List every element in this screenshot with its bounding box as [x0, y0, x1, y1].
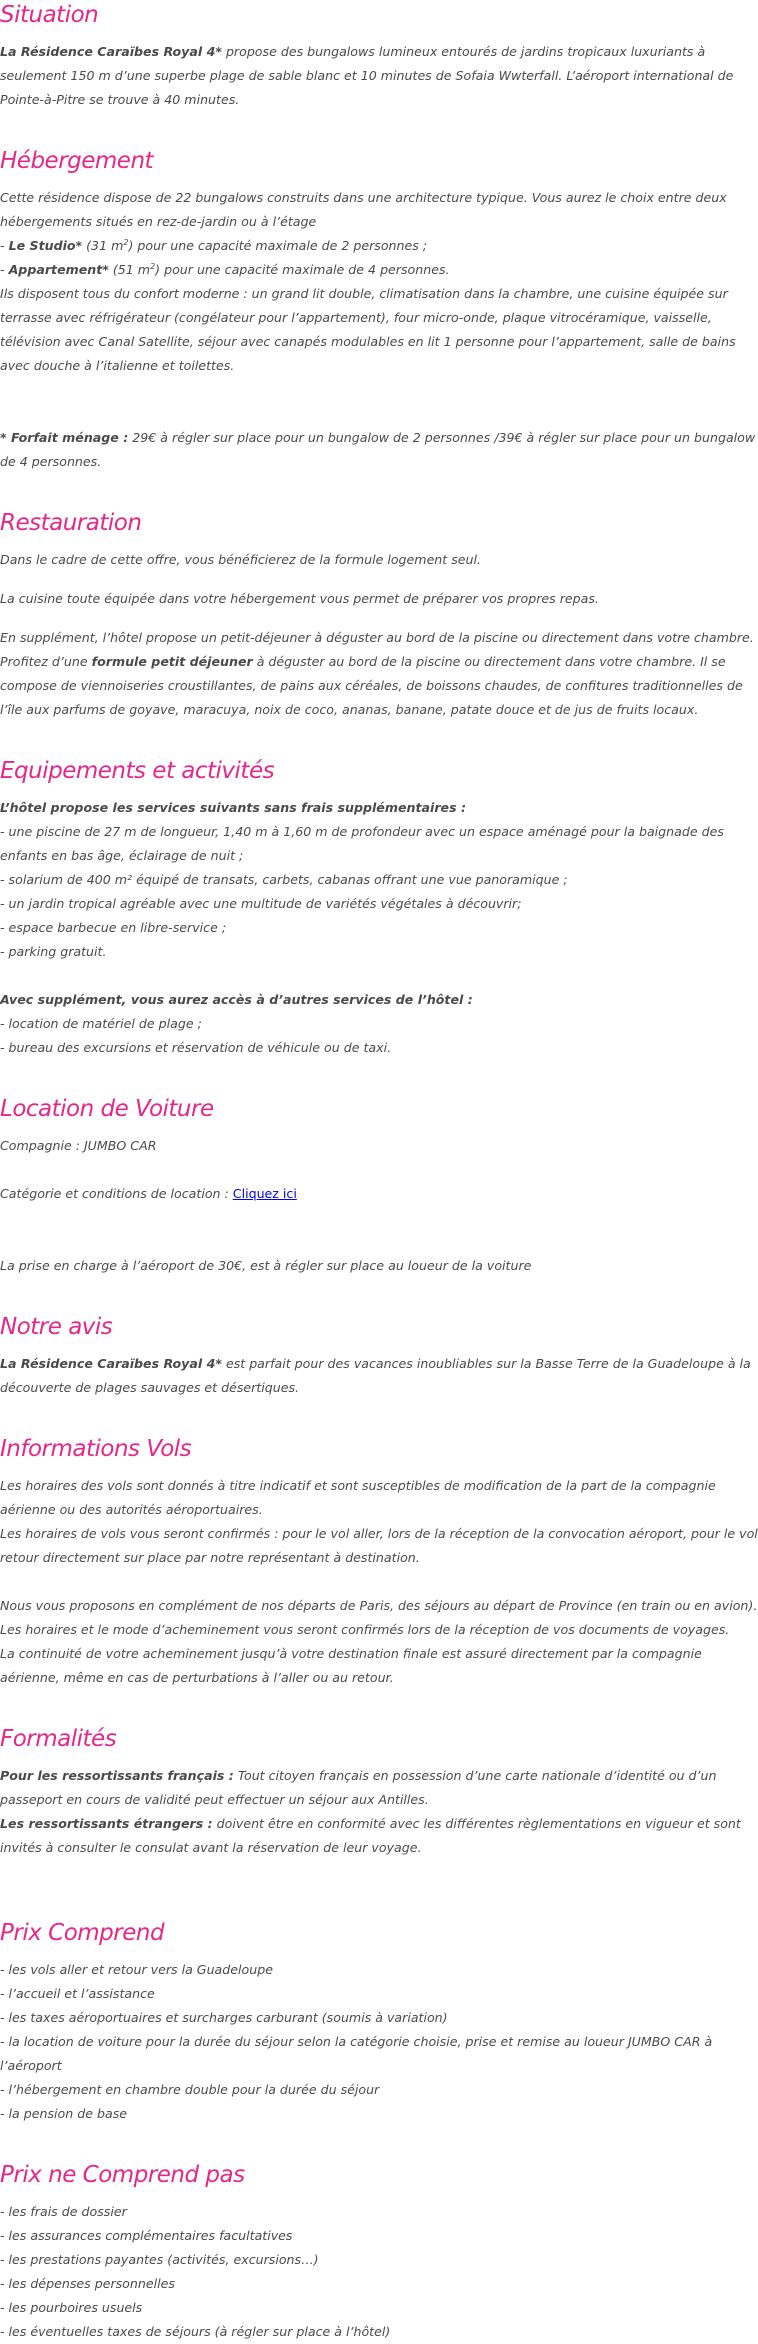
paid-heading: Avec supplément, vous aurez accès à d’autres services de l’hôtel :: [0, 992, 473, 1007]
restauration-p1: Dans le cadre de cette offre, vous bénéficierez de la formule logement seul.: [0, 552, 482, 567]
hotel-name: La Résidence Caraïbes Royal 4*: [0, 1356, 222, 1371]
vols-p5: La continuité de votre acheminement jusqu’à votre destination finale est assuré directement par la compagnie aérienne, même en cas de perturbations à l’aller ou au retour.: [0, 1646, 702, 1685]
dash: -: [0, 238, 9, 253]
section-title-equipements: Equipements et activités: [0, 758, 275, 784]
conditions-label: Catégorie et conditions de location :: [0, 1186, 233, 1201]
section-equipements: [0, 756, 758, 1060]
vols-p2: Les horaires de vols vous seront confirmés : pour le vol aller, lors de la réception de la convocation aéroport, pour le vol retour directement sur place par notre représentant à destination.: [0, 1526, 758, 1565]
studio-size: (31 m: [82, 238, 124, 253]
forfait-text: 29€ à régler sur place pour un bungalow de 2 personnes /39€ à régler sur place pour un bungalow de 4 personnes.: [0, 430, 756, 469]
section-formalites: [0, 1724, 758, 1860]
situation-description: propose des bungalows lumineux entourés de jardins tropicaux luxuriants à seulement 150 m d’une superbe plage de sable blanc et 10 minutes de Sofaia Wwterfall. L’aéroport international de Pointe-à-Pitre se trouve à 40 minutes.: [0, 44, 734, 107]
section-title-vols: Informations Vols: [0, 1436, 192, 1462]
list-item: - les assurances complémentaires facultatives: [0, 2228, 293, 2243]
restauration-p3: [0, 626, 758, 722]
etrangers-text: doivent être en conformité avec les différentes règlementations en vigueur et sont invités à consulter le consulat avant la réservation de leur voyage.: [0, 1816, 741, 1855]
list-item: - les pourboires usuels: [0, 2300, 143, 2315]
section-title-situation: Situation: [0, 2, 99, 28]
list-item: - espace barbecue en libre-service ;: [0, 920, 227, 935]
section-prix-comprend: [0, 1918, 758, 2126]
hebergement-appartement: [0, 258, 758, 282]
restauration-p3-end: à déguster au bord de la piscine ou directement dans votre chambre. Il se compose de viennoiseries croustillantes, de pains aux céréales, de boissons chaudes, de confitures traditionnelles de l’île aux parfums de goyave, maracuya, noix de coco, ananas, banane, patate douce et de jus de fruits locaux.: [0, 654, 743, 717]
list-item: - les taxes aéroportuaires et surcharges carburant (soumis à variation): [0, 2010, 448, 2025]
list-item: - les dépenses personnelles: [0, 2276, 175, 2291]
list-item: - la pension de base: [0, 2106, 128, 2121]
hebergement-studio: [0, 234, 758, 258]
formalites-etrangers: [0, 1812, 758, 1860]
free-heading: L’hôtel propose les services suivants sans frais supplémentaires :: [0, 800, 466, 815]
studio-label: Le Studio*: [8, 238, 83, 253]
list-item: - les vols aller et retour vers la Guadeloupe: [0, 1962, 273, 1977]
section-hebergement: [0, 146, 758, 474]
francais-label: Pour les ressortissants français :: [0, 1768, 234, 1783]
section-avis: [0, 1312, 758, 1400]
section-title-formalites: Formalités: [0, 1726, 117, 1752]
section-location: [0, 1094, 758, 1278]
appartement-size: (51 m: [108, 262, 151, 277]
list-item: - les prestations payantes (activités, excursions…): [0, 2252, 319, 2267]
section-vols: [0, 1434, 758, 1690]
vols-p4: Les horaires et le mode d’acheminement vous seront confirmés lors de la réception de vos documents de voyages.: [0, 1622, 730, 1637]
list-item: - les frais de dossier: [0, 2204, 127, 2219]
hotel-name: La Résidence Caraïbes Royal 4*: [0, 44, 222, 59]
studio-text: ) pour une capacité maximale de 2 personnes ;: [128, 238, 428, 253]
vols-p1: Les horaires des vols sont donnés à titre indicatif et sont susceptibles de modification de la part de la compagnie aérienne ou des autorités aéroportuaires.: [0, 1478, 716, 1517]
restauration-p3-start: En supplément, l’hôtel propose un petit-déjeuner à déguster au bord de la piscine ou directement dans votre chambre. Profitez d’une: [0, 630, 754, 669]
location-pickup: La prise en charge à l’aéroport de 30€, est à régler sur place au loueur de la voiture: [0, 1258, 532, 1273]
vols-p3: Nous vous proposons en complément de nos départs de Paris, des séjours au départ de Province (en train ou en avion).: [0, 1598, 758, 1613]
list-item: - location de matériel de plage ;: [0, 1016, 202, 1031]
conditions-link[interactable]: Cliquez ici: [232, 1186, 297, 1201]
dash: -: [0, 262, 9, 277]
formule-petit-dejeuner: formule petit déjeuner: [91, 654, 253, 669]
section-restauration: [0, 508, 758, 722]
situation-text: [0, 40, 758, 112]
list-item: - bureau des excursions et réservation de véhicule ou de taxi.: [0, 1040, 392, 1055]
appartement-text: ) pour une capacité maximale de 4 personnes.: [155, 262, 450, 277]
etrangers-label: Les ressortissants étrangers :: [0, 1816, 213, 1831]
francais-text: Tout citoyen français en possession d’une carte nationale d’identité ou d’un passeport en cours de validité peut effectuer un séjour aux Antilles.: [0, 1768, 717, 1807]
formalites-francais: [0, 1764, 758, 1812]
list-item: - la location de voiture pour la durée du séjour selon la catégorie choisie, prise et remise au loueur JUMBO CAR à l’aéroport: [0, 2034, 713, 2073]
appartement-label: Appartement*: [8, 262, 109, 277]
forfait-menage: [0, 426, 758, 474]
section-prix-ne-comprend: [0, 2160, 758, 2344]
paid-services-heading: [0, 988, 758, 1012]
restauration-p2: La cuisine toute équipée dans votre hébergement vous permet de préparer vos propres repas.: [0, 591, 599, 606]
section-situation: [0, 0, 758, 112]
section-title-avis: Notre avis: [0, 1314, 113, 1340]
list-item: - parking gratuit.: [0, 944, 107, 959]
list-item: - une piscine de 27 m de longueur, 1,40 m à 1,60 m de profondeur avec un espace aménagé pour la baignade des enfants en bas âge, éclairage de nuit ;: [0, 824, 724, 863]
superscript: 2: [123, 237, 129, 247]
list-item: - solarium de 400 m² équipé de transats, carbets, cabanas offrant une vue panoramique ;: [0, 872, 568, 887]
section-title-prix-comprend: Prix Comprend: [0, 1920, 165, 1946]
free-services-heading: [0, 796, 758, 820]
list-item: - l’accueil et l’assistance: [0, 1986, 155, 2001]
location-company: Compagnie : JUMBO CAR: [0, 1138, 157, 1153]
avis-description: est parfait pour des vacances inoubliables sur la Basse Terre de la Guadeloupe à la découverte de plages sauvages et désertiques.: [0, 1356, 751, 1395]
section-title-location: Location de Voiture: [0, 1096, 214, 1122]
hebergement-comfort: Ils disposent tous du confort moderne : un grand lit double, climatisation dans la chambre, une cuisine équipée sur terrasse avec réfrigérateur (congélateur pour l’appartement), four micro-onde, plaque vitrocéramique, vaisselle, télévision avec Canal Satellite, séjour avec canapés modulables en lit 1 personne pour l’appartement, salle de bains avec douche à l’italienne et toilettes.: [0, 286, 736, 373]
list-item: - les éventuelles taxes de séjours (à régler sur place à l’hôtel): [0, 2324, 391, 2339]
forfait-label: * Forfait ménage :: [0, 430, 129, 445]
location-conditions: [0, 1182, 758, 1206]
section-title-prix-ne-comprend: Prix ne Comprend pas: [0, 2162, 245, 2188]
superscript: 2: [150, 261, 156, 271]
avis-text: [0, 1352, 758, 1400]
list-item: - un jardin tropical agréable avec une multitude de variétés végétales à découvrir;: [0, 896, 522, 911]
section-title-hebergement: Hébergement: [0, 148, 154, 174]
list-item: - l’hébergement en chambre double pour la durée du séjour: [0, 2082, 380, 2097]
hebergement-intro: Cette résidence dispose de 22 bungalows construits dans une architecture typique. Vous aurez le choix entre deux hébergements situés en rez-de-jardin ou à l’étage: [0, 190, 727, 229]
section-title-restauration: Restauration: [0, 510, 142, 536]
